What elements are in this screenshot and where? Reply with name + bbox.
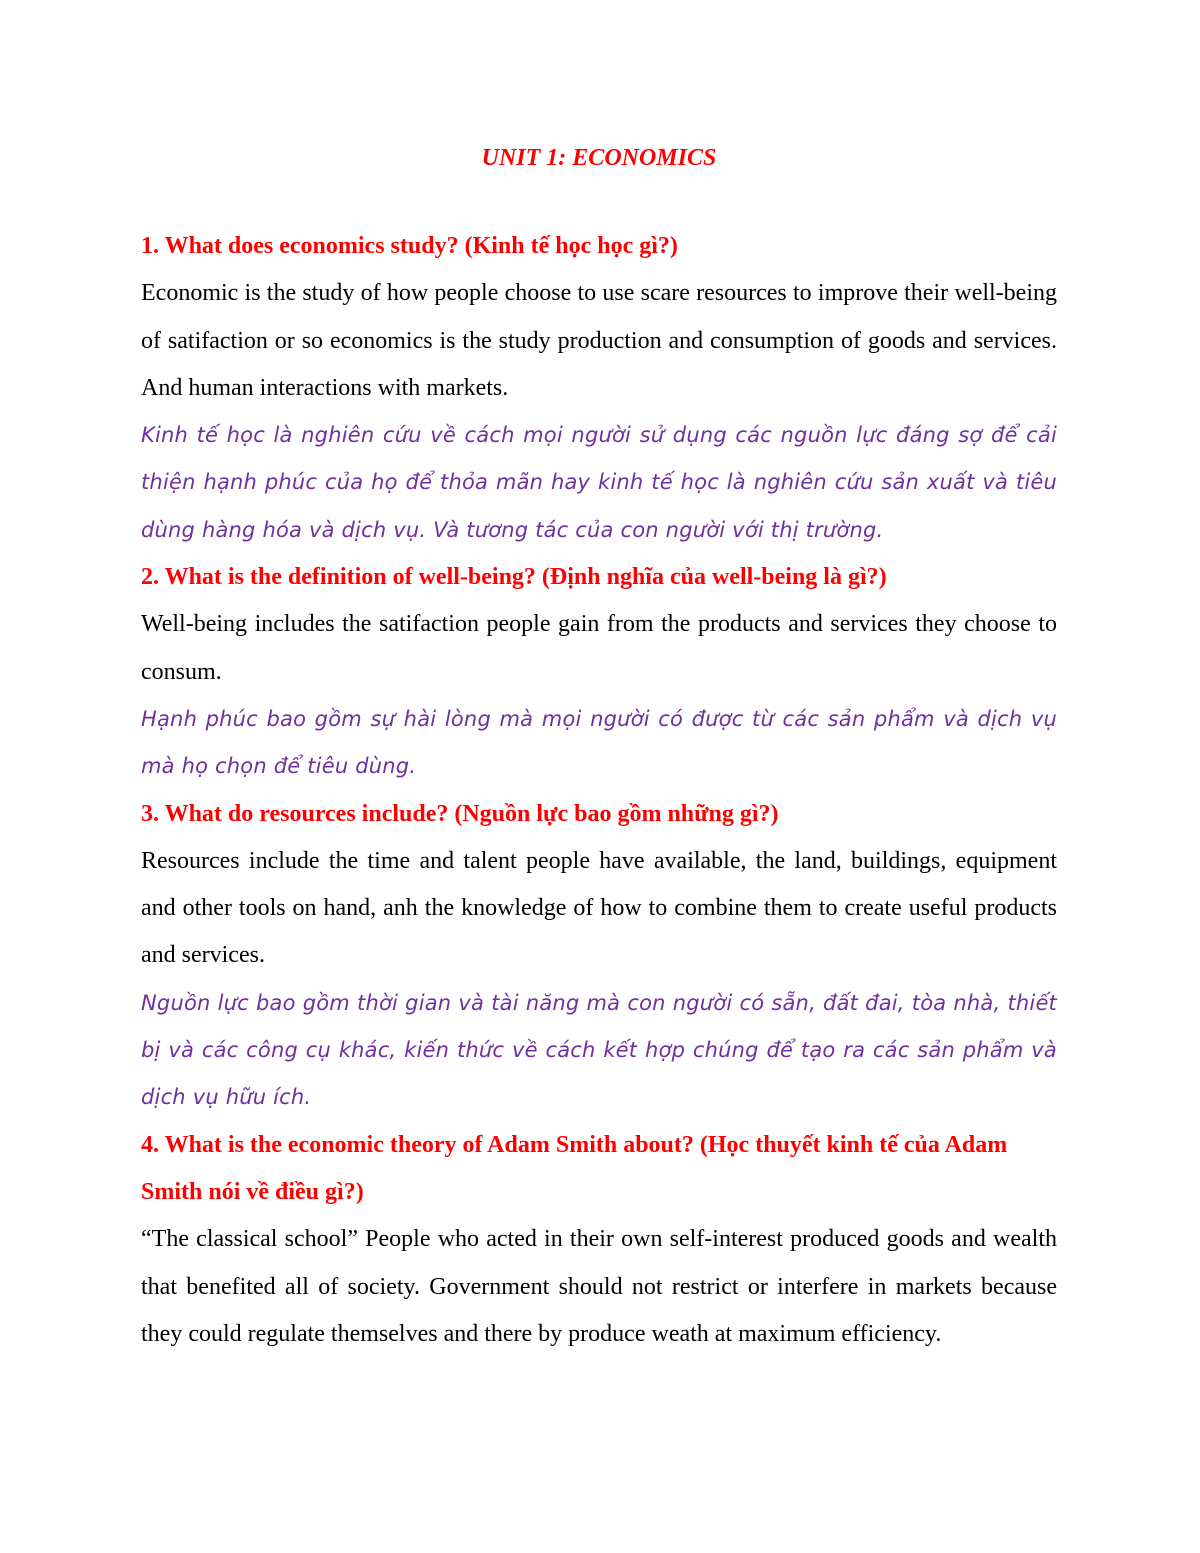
section-2	[141, 554, 1057, 790]
section-4	[141, 1122, 1057, 1358]
page-title: UNIT 1: ECONOMICS	[481, 145, 717, 171]
translation-paragraph: Hạnh phúc bao gồm sự hài lòng mà mọi người có được từ các sản phẩm và dịch vụ mà họ chọn để tiêu dùng.	[141, 706, 1057, 779]
document-body	[141, 140, 1057, 1358]
translation-paragraph: Kinh tế học là nghiên cứu về cách mọi người sử dụng các nguồn lực đáng sợ để cải thiện hạnh phúc của họ để thỏa mãn hay kinh tế học là nghiên cứu sản xuất và tiêu dùng hàng hóa và dịch vụ. Và tương tác của con người với thị trường.	[141, 423, 1057, 542]
section-3	[141, 791, 1057, 1122]
translation-paragraph: Nguồn lực bao gồm thời gian và tài năng mà con người có sẵn, đất đai, tòa nhà, thiết bị và các công cụ khác, kiến thức về cách kết hợp chúng để tạo ra các sản phẩm và dịch vụ hữu ích.	[141, 990, 1057, 1110]
answer-paragraph: Economic is the study of how people choose to use scare resources to improve their well-being of satifaction or so economics is the study production and consumption of goods and services. And human interactions with markets.	[141, 280, 1057, 401]
question-heading: 2. What is the definition of well-being? (Định nghĩa của well-being là gì?)	[141, 564, 887, 591]
question-heading: 3. What do resources include? (Nguồn lực bao gồm những gì?)	[141, 800, 779, 827]
question-heading: 1. What does economics study? (Kinh tế học học gì?)	[141, 233, 678, 259]
answer-paragraph: Resources include the time and talent people have available, the land, buildings, equipment and other tools on hand, anh the knowledge of how to combine them to create useful products and services.	[141, 847, 1057, 969]
question-heading: 4. What is the economic theory of Adam Smith about? (Học thuyết kinh tế của Adam Smith nói về điều gì?)	[141, 1131, 1008, 1205]
answer-paragraph: “The classical school” People who acted in their own self-interest produced goods and wealth that benefited all of society. Government should not restrict or interfere in markets because they could regulate themselves and there by produce weath at maximum efficiency.	[141, 1226, 1057, 1347]
section-1	[141, 223, 1057, 554]
answer-paragraph: Well-being includes the satifaction people gain from the products and services they choose to consum.	[141, 611, 1057, 685]
